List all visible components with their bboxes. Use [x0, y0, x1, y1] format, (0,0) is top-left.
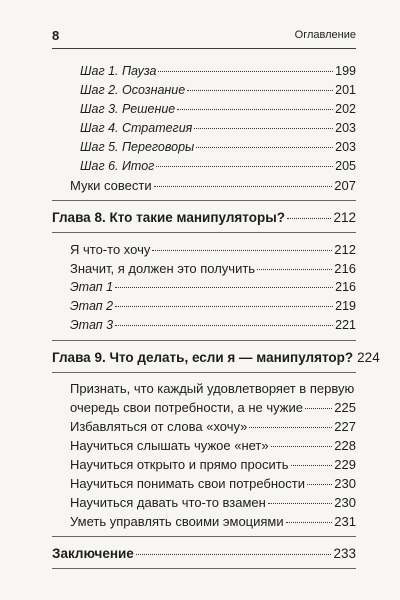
dot-leader	[305, 408, 332, 409]
toc-entry-label: Шаг 1. Пауза	[80, 64, 157, 78]
toc-entry-page: 228	[334, 438, 356, 453]
dot-leader	[115, 325, 333, 326]
toc-entry-page: 205	[335, 159, 356, 173]
dot-leader	[257, 269, 332, 270]
toc-entry	[52, 138, 356, 157]
dot-leader	[291, 465, 333, 466]
page-number: 8	[52, 28, 60, 43]
toc-entry-page: 225	[334, 400, 356, 415]
toc-entry	[52, 157, 356, 176]
toc-entry	[52, 297, 356, 316]
toc-entry-page: 199	[335, 64, 356, 78]
toc-entry-label: Шаг 6. Итог	[80, 159, 155, 173]
toc-entry-page: 221	[335, 318, 356, 332]
toc-entry	[52, 62, 356, 81]
toc-entry-page: 202	[335, 102, 356, 116]
toc-entry-label: Уметь управлять своими эмоциями	[70, 514, 284, 529]
toc-entry-label: Шаг 3. Решение	[80, 102, 176, 116]
toc-entry-label: Научиться открыто и прямо просить	[70, 457, 289, 472]
toc-entry-label: Этап 3	[70, 318, 114, 332]
toc-entry	[52, 474, 356, 493]
toc-entry	[52, 240, 356, 259]
toc-entry-label: Я что-то хочу	[70, 242, 151, 257]
dot-leader	[287, 218, 332, 219]
chapter-separator	[52, 568, 356, 569]
toc-entry	[52, 119, 356, 138]
dot-leader	[154, 186, 333, 187]
toc-entry-page: 233	[333, 546, 356, 561]
toc-entry-page: 216	[335, 280, 356, 294]
toc-entry-multiline	[52, 380, 356, 417]
toc-entry-label: Шаг 5. Переговоры	[80, 140, 195, 154]
toc-entry-label-line1: Признать, что каждый удовлетворяет в первую	[70, 381, 355, 396]
toc-entry	[52, 512, 356, 531]
dot-leader	[194, 128, 333, 129]
toc-entry-label: Научиться понимать свои потребности	[70, 476, 306, 491]
toc-entry-label: Научиться давать что-то взамен	[70, 495, 266, 510]
toc-entry	[52, 316, 356, 335]
running-header	[52, 26, 356, 49]
dot-leader	[271, 446, 333, 447]
dot-leader	[187, 90, 333, 91]
toc-entry	[52, 493, 356, 512]
dot-leader	[158, 71, 333, 72]
toc-entry	[52, 278, 356, 297]
toc-entry	[52, 208, 356, 227]
toc-entry-page: 230	[334, 495, 356, 510]
dot-leader	[196, 147, 333, 148]
toc-entry-page: 212	[333, 210, 356, 225]
chapter-separator	[52, 232, 356, 233]
chapter-separator	[52, 372, 356, 373]
toc-entry-label: Избавляться от слова «хочу»	[70, 419, 248, 434]
toc-entry-label: Заключение	[52, 546, 134, 561]
toc-entry	[52, 436, 356, 455]
toc-entry	[52, 259, 356, 278]
toc-entry-label: очередь свои потребности, а не чужие	[70, 400, 303, 415]
toc-entry-page: 203	[335, 140, 356, 154]
toc-entry	[52, 348, 380, 367]
chapter-separator	[52, 340, 356, 341]
dot-leader	[249, 427, 332, 428]
toc-entry-label: Муки совести	[70, 178, 152, 193]
toc-entry	[52, 176, 356, 195]
toc-entry	[52, 417, 356, 436]
toc-entry-page: 219	[335, 299, 356, 313]
toc-entry-line2	[70, 398, 356, 417]
toc-entry-label: Научиться слышать чужое «нет»	[70, 438, 269, 453]
toc-entry-label: Значит, я должен это получить	[70, 261, 256, 276]
toc-entry-label: Глава 9. Что делать, если я — манипулятор?	[52, 350, 354, 365]
toc-entry-label: Глава 8. Кто такие манипуляторы?	[52, 210, 285, 225]
toc-entry-page: 207	[334, 178, 356, 193]
section-title: Оглавление	[294, 29, 356, 41]
dot-leader	[286, 522, 333, 523]
toc-entry-page: 212	[334, 242, 356, 257]
toc-entry-label: Шаг 2. Осознание	[80, 83, 186, 97]
dot-leader	[307, 484, 332, 485]
dot-leader	[115, 306, 333, 307]
toc-entry	[52, 81, 356, 100]
toc-entry	[52, 100, 356, 119]
toc-entry-page: 230	[334, 476, 356, 491]
toc-entry-label: Этап 2	[70, 299, 114, 313]
table-of-contents	[52, 62, 380, 576]
dot-leader	[152, 250, 332, 251]
toc-entry-page: 216	[334, 261, 356, 276]
toc-entry-page: 227	[334, 419, 356, 434]
chapter-separator	[52, 200, 356, 201]
dot-leader	[177, 109, 333, 110]
dot-leader	[156, 166, 333, 167]
toc-entry-page: 201	[335, 83, 356, 97]
toc-entry-page: 231	[334, 514, 356, 529]
toc-entry-label: Шаг 4. Стратегия	[80, 121, 193, 135]
dot-leader	[115, 287, 333, 288]
chapter-separator	[52, 536, 356, 537]
toc-entry-page: 203	[335, 121, 356, 135]
toc-entry-label: Этап 1	[70, 280, 114, 294]
dot-leader	[136, 554, 332, 555]
toc-entry-page: 229	[334, 457, 356, 472]
toc-entry-page: 224	[357, 350, 380, 365]
toc-entry	[52, 544, 356, 563]
dot-leader	[268, 503, 332, 504]
toc-entry	[52, 455, 356, 474]
